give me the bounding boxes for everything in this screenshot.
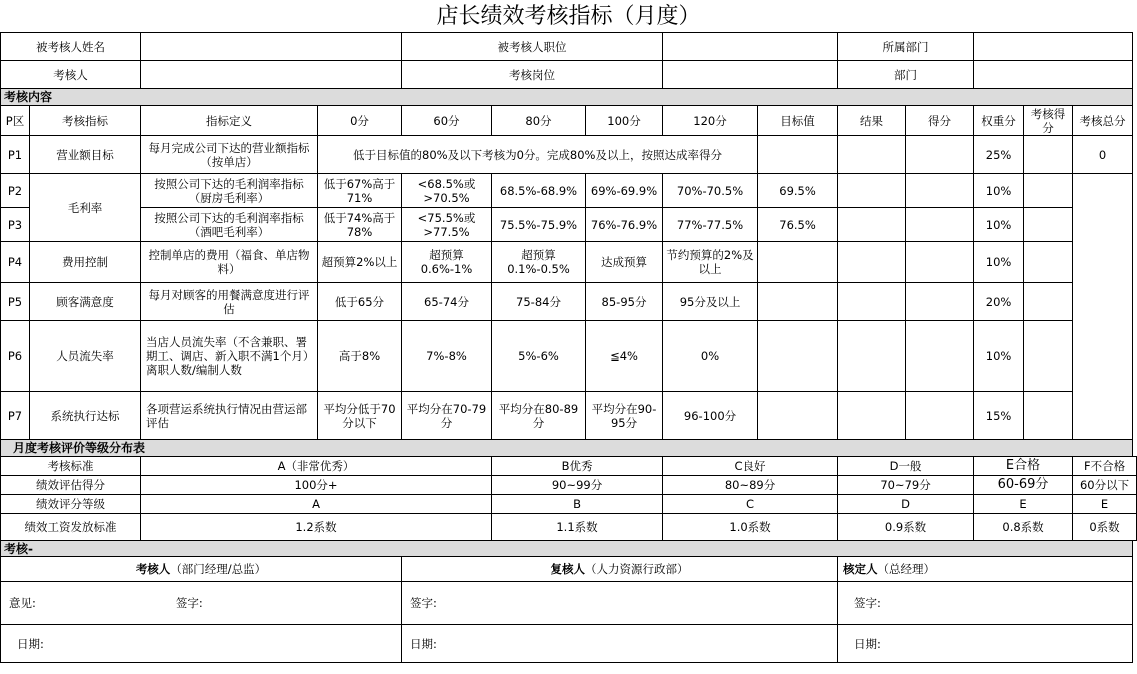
row-id: P3 xyxy=(1,208,30,242)
approver-note: （总经理） xyxy=(877,562,936,576)
row-target: 76.5% xyxy=(758,208,838,242)
row-score-120: 节约预算的2%及以上 xyxy=(663,242,758,283)
reviewer-title: 复核人 xyxy=(550,562,586,576)
grade-row-label: 绩效评分等级 xyxy=(1,495,141,514)
header-cell: 120分 xyxy=(663,106,758,136)
header-cell: 考核得分 xyxy=(1024,106,1073,136)
header-cell: 60分 xyxy=(402,106,492,136)
row-definition: 当店人员流失率（不含兼职、署期工、调店、新入职不满1个月）离职人数/编制人数 xyxy=(141,321,318,392)
row-result[interactable] xyxy=(838,136,906,174)
row-score[interactable] xyxy=(906,208,974,242)
grade-cell: 1.2系数 xyxy=(141,514,492,541)
grade-cell: 1.1系数 xyxy=(492,514,663,541)
row-indicator: 毛利率 xyxy=(30,174,141,242)
dept2-label: 部门 xyxy=(838,61,974,89)
grade-cell: D一般 xyxy=(838,457,974,476)
row-score-60: 平均分在70-79分 xyxy=(402,392,492,440)
row-result[interactable] xyxy=(838,242,906,283)
table-row xyxy=(1,208,1137,242)
row-target[interactable] xyxy=(758,242,838,283)
assess-post-field[interactable] xyxy=(663,61,838,89)
row-assess-score[interactable] xyxy=(1024,208,1073,242)
row-score-120: 0% xyxy=(663,321,758,392)
row-definition: 每月完成公司下达的营业额指标（按单店） xyxy=(141,136,318,174)
grade-cell: 100分+ xyxy=(141,476,492,495)
row-score-100: 76%-76.9% xyxy=(586,208,663,242)
row-id: P1 xyxy=(1,136,30,174)
row-score-120: 95分及以上 xyxy=(663,283,758,321)
row-score-120: 77%-77.5% xyxy=(663,208,758,242)
row-target: 69.5% xyxy=(758,174,838,208)
row-indicator: 系统执行达标 xyxy=(30,392,141,440)
row-id: P2 xyxy=(1,174,30,208)
grade-cell: E xyxy=(1073,495,1137,514)
row-indicator: 人员流失率 xyxy=(30,321,141,392)
row-target[interactable] xyxy=(758,321,838,392)
row-score-120: 70%-70.5% xyxy=(663,174,758,208)
row-score-80: 75.5%-75.9% xyxy=(492,208,586,242)
row-score-60: 超预算0.6%-1% xyxy=(402,242,492,283)
page-title: 店长绩效考核指标（月度） xyxy=(436,4,701,29)
section-grade: 月度考核评价等级分布表 xyxy=(1,440,1133,457)
row-score-120: 96-100分 xyxy=(663,392,758,440)
grade-cell: E xyxy=(974,495,1073,514)
header-cell: 结果 xyxy=(838,106,906,136)
row-score[interactable] xyxy=(906,321,974,392)
grade-cell: B优秀 xyxy=(492,457,663,476)
row-definition: 按照公司下达的毛利润率指标（酒吧毛利率） xyxy=(141,208,318,242)
grade-cell: 80~89分 xyxy=(663,476,838,495)
grade-row xyxy=(1,495,1137,514)
row-score-100: ≦4% xyxy=(586,321,663,392)
grade-cell: 1.0系数 xyxy=(663,514,838,541)
row-score-80: 75-84分 xyxy=(492,283,586,321)
grade-cell: 60-69分 xyxy=(974,476,1073,495)
row-score[interactable] xyxy=(906,136,974,174)
position-field[interactable] xyxy=(663,33,838,61)
row-score[interactable] xyxy=(906,392,974,440)
row-result[interactable] xyxy=(838,321,906,392)
row-score-60: 65-74分 xyxy=(402,283,492,321)
row-indicator: 费用控制 xyxy=(30,242,141,283)
header-cell: 考核指标 xyxy=(30,106,141,136)
grade-cell: 60分以下 xyxy=(1073,476,1137,495)
row-assess-score[interactable] xyxy=(1024,392,1073,440)
header-cell: 100分 xyxy=(586,106,663,136)
date-label: 日期: xyxy=(410,636,437,651)
date-label: 日期: xyxy=(17,636,44,651)
row-weight: 10% xyxy=(974,242,1024,283)
sign-label: 签字: xyxy=(410,596,437,610)
row-result[interactable] xyxy=(838,208,906,242)
signoff-date-row xyxy=(1,625,1137,663)
row-score-0: 低于67%高于71% xyxy=(318,174,402,208)
row-score-60: 7%-8% xyxy=(402,321,492,392)
header-cell: 指标定义 xyxy=(141,106,318,136)
row-definition: 各项营运系统执行情况由营运部评估 xyxy=(141,392,318,440)
row-score-80: 超预算0.1%-0.5% xyxy=(492,242,586,283)
grade-row xyxy=(1,457,1137,476)
row-assess-score[interactable] xyxy=(1024,242,1073,283)
row-target[interactable] xyxy=(758,136,838,174)
reviewer-header xyxy=(402,557,838,582)
assessor-label: 考核人 xyxy=(1,61,141,89)
row-assess-score[interactable] xyxy=(1024,321,1073,392)
assessor-date-cell[interactable] xyxy=(1,625,402,663)
grade-cell: D xyxy=(838,495,974,514)
table-row xyxy=(1,136,1137,174)
header-cell: 得分 xyxy=(906,106,974,136)
row-weight: 10% xyxy=(974,208,1024,242)
row-indicator: 营业额目标 xyxy=(30,136,141,174)
row-weight: 15% xyxy=(974,392,1024,440)
reviewer-date-cell[interactable] xyxy=(402,625,838,663)
reviewer-note: （人力资源行政部） xyxy=(585,562,689,576)
name-label: 被考核人姓名 xyxy=(1,33,141,61)
row-score-80: 5%-6% xyxy=(492,321,586,392)
reviewer-sign-cell[interactable] xyxy=(402,582,838,625)
grade-cell: 0系数 xyxy=(1073,514,1137,541)
row-score-60: <68.5%或>70.5% xyxy=(402,174,492,208)
row-result[interactable] xyxy=(838,283,906,321)
grade-cell: C xyxy=(663,495,838,514)
approver-sign-cell[interactable] xyxy=(838,582,1133,625)
row-result[interactable] xyxy=(838,174,906,208)
table-row xyxy=(1,392,1137,440)
row-score[interactable] xyxy=(906,174,974,208)
row-assess-score[interactable] xyxy=(1024,174,1073,208)
header-cell: 考核总分 xyxy=(1073,106,1133,136)
row-indicator: 顾客满意度 xyxy=(30,283,141,321)
grade-cell: C良好 xyxy=(663,457,838,476)
row-score-100: 85-95分 xyxy=(586,283,663,321)
header-cell: 80分 xyxy=(492,106,586,136)
row-id: P5 xyxy=(1,283,30,321)
sign-label: 签字: xyxy=(175,596,203,610)
grade-row-label: 绩效工资发放标准 xyxy=(1,514,141,541)
row-score-0: 低于74%高于78% xyxy=(318,208,402,242)
row-target[interactable] xyxy=(758,283,838,321)
opinion-label: 意见: xyxy=(9,596,36,610)
grade-cell: B xyxy=(492,495,663,514)
header-cell: P区 xyxy=(1,106,30,136)
row-id: P7 xyxy=(1,392,30,440)
grade-cell: 0.8系数 xyxy=(974,514,1073,541)
row-id: P6 xyxy=(1,321,30,392)
grade-row xyxy=(1,514,1137,541)
row-score[interactable] xyxy=(906,283,974,321)
row-id: P4 xyxy=(1,242,30,283)
assessor-header xyxy=(1,557,402,582)
row-score-80: 68.5%-68.9% xyxy=(492,174,586,208)
header-cell: 目标值 xyxy=(758,106,838,136)
total-score-cell: 0 xyxy=(1073,136,1133,174)
row-assess-score[interactable] xyxy=(1024,283,1073,321)
row-definition: 控制单店的费用（福食、单店物料） xyxy=(141,242,318,283)
grade-cell: 0.9系数 xyxy=(838,514,974,541)
table-row xyxy=(1,321,1137,392)
performance-table xyxy=(0,32,1137,663)
row-definition: 每月对顾客的用餐满意度进行评估 xyxy=(141,283,318,321)
grade-cell: 90~99分 xyxy=(492,476,663,495)
row-weight: 25% xyxy=(974,136,1024,174)
approver-title: 核定人 xyxy=(843,562,878,576)
dept2-field[interactable] xyxy=(974,61,1133,89)
table-row xyxy=(1,242,1137,283)
grade-cell: F不合格 xyxy=(1073,457,1137,476)
grade-cell: A xyxy=(141,495,492,514)
row-score-0: 低于65分 xyxy=(318,283,402,321)
approver-header xyxy=(838,557,1133,582)
assessor-sign-cell[interactable] xyxy=(1,582,402,625)
table-row xyxy=(1,283,1137,321)
signoff-sign-row xyxy=(1,582,1137,625)
row-score-60: <75.5%或>77.5% xyxy=(402,208,492,242)
row-score-0: 高于8% xyxy=(318,321,402,392)
position-label: 被考核人职位 xyxy=(402,33,663,61)
name-field[interactable] xyxy=(141,33,402,61)
grade-row-label: 考核标准 xyxy=(1,457,141,476)
section-signoff: 考核- xyxy=(1,541,1133,557)
row-weight: 10% xyxy=(974,321,1024,392)
assess-post-label: 考核岗位 xyxy=(402,61,663,89)
grade-cell: 70~79分 xyxy=(838,476,974,495)
grade-row-label: 绩效评估得分 xyxy=(1,476,141,495)
row-score-100: 平均分在90-95分 xyxy=(586,392,663,440)
dept-field[interactable] xyxy=(974,33,1133,61)
grade-cell: A（非常优秀） xyxy=(141,457,492,476)
assessor-note: （部门经理/总监） xyxy=(170,562,267,576)
row-weight: 20% xyxy=(974,283,1024,321)
grade-row xyxy=(1,476,1137,495)
total-score-blank xyxy=(1073,174,1133,440)
row-score[interactable] xyxy=(906,242,974,283)
row-definition: 按照公司下达的毛利润率指标（厨房毛利率） xyxy=(141,174,318,208)
signoff-header-row xyxy=(1,557,1137,582)
row-target[interactable] xyxy=(758,392,838,440)
row-score-0: 平均分低于70分以下 xyxy=(318,392,402,440)
row-score-80: 平均分在80-89分 xyxy=(492,392,586,440)
date-label: 日期: xyxy=(854,636,881,651)
row-assess-score[interactable] xyxy=(1024,136,1073,174)
row-merged-rule: 低于目标值的80%及以下考核为0分。完成80%及以上，按照达成率得分 xyxy=(318,136,758,174)
row-score-100: 69%-69.9% xyxy=(586,174,663,208)
row-result[interactable] xyxy=(838,392,906,440)
row-weight: 10% xyxy=(974,174,1024,208)
header-row xyxy=(1,106,1137,136)
approver-date-cell[interactable] xyxy=(838,625,1133,663)
dept-label: 所属部门 xyxy=(838,33,974,61)
header-cell: 0分 xyxy=(318,106,402,136)
grade-cell: E合格 xyxy=(974,457,1073,476)
row-score-0: 超预算2%以上 xyxy=(318,242,402,283)
assessor-field[interactable] xyxy=(141,61,402,89)
header-cell: 权重分 xyxy=(974,106,1024,136)
section-content: 考核内容 xyxy=(1,89,1133,106)
sign-label: 签字: xyxy=(854,596,881,610)
row-score-100: 达成预算 xyxy=(586,242,663,283)
assessor-title: 考核人 xyxy=(135,562,171,576)
table-row xyxy=(1,174,1137,208)
